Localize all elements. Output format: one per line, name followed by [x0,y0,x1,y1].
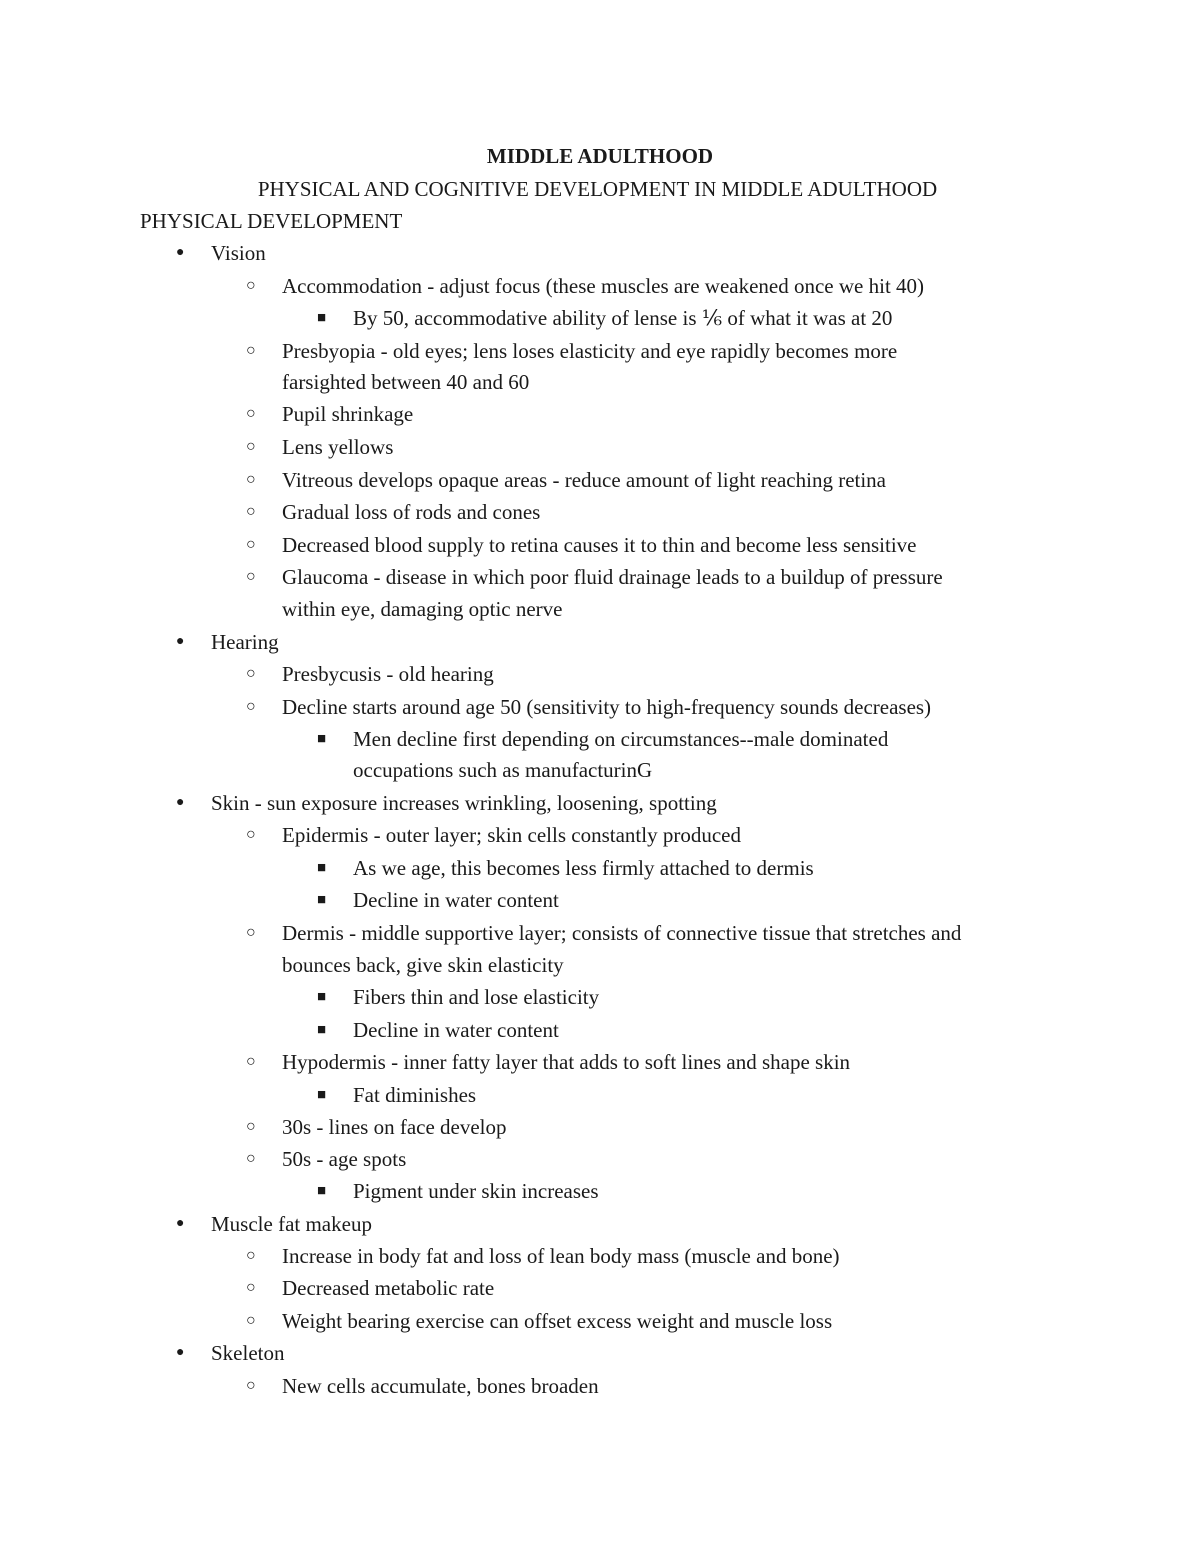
list-item-level2: 50s - age spots [282,1147,407,1171]
list-item-level2: Dermis - middle supportive layer; consists of connective tissue that stretches and [282,921,962,945]
document-subtitle: PHYSICAL AND COGNITIVE DEVELOPMENT IN MIDDLE ADULTHOOD [257,177,938,201]
list-item-level2: Decreased metabolic rate [282,1276,495,1300]
list-item-level2: Accommodation - adjust focus (these muscles are weakened once we hit 40) [282,274,925,298]
list-item-level3: Fat diminishes [353,1083,477,1107]
list-item-level2: Vitreous develops opaque areas - reduce amount of light reaching retina [282,468,887,492]
bullet-level2: ○ [246,665,256,682]
bullet-level2: ○ [246,1312,256,1329]
list-item-level3: Men decline first depending on circumstances--male dominated [353,727,889,751]
bullet-level2: ○ [246,277,256,294]
list-item-continuation: farsighted between 40 and 60 [282,370,530,394]
list-item-level2: Weight bearing exercise can offset excess weight and muscle loss [282,1309,833,1333]
bullet-level2: ○ [246,471,256,488]
bullet-level2: ○ [246,924,256,941]
list-item-level2: 30s - lines on face develop [282,1115,507,1139]
bullet-level2: ○ [246,1377,256,1394]
list-item-level3: By 50, accommodative ability of lense is ⅙ of what it was at 20 [353,306,893,330]
list-item-level2: Glaucoma - disease in which poor fluid drainage leads to a buildup of pressure [282,565,943,589]
list-item-level2: New cells accumulate, bones broaden [282,1374,599,1398]
list-item-level1: Muscle fat makeup [211,1212,372,1236]
bullet-level3: ■ [317,310,327,326]
bullet-level3: ■ [317,731,327,747]
bullet-level2: ○ [246,503,256,520]
list-item-level2: Epidermis - outer layer; skin cells constantly produced [282,823,741,847]
list-item-level3: Pigment under skin increases [353,1179,599,1203]
list-item-level1: Skeleton [211,1341,285,1365]
bullet-level1: ● [176,634,185,649]
list-item-level2: Decreased blood supply to retina causes it to thin and become less sensitive [282,533,917,557]
list-item-level3: Decline in water content [353,1018,559,1042]
list-item-level2: Presbycusis - old hearing [282,662,494,686]
bullet-level2: ○ [246,438,256,455]
bullet-level1: ● [176,245,185,260]
bullet-level2: ○ [246,698,256,715]
bullet-level3: ■ [317,860,327,876]
list-item-level3: Decline in water content [353,888,559,912]
bullet-level2: ○ [246,568,256,585]
bullet-level2: ○ [246,1279,256,1296]
list-item-level1: Vision [211,241,266,265]
list-item-level3: As we age, this becomes less firmly attached to dermis [353,856,814,880]
bullet-level2: ○ [246,1150,256,1167]
bullet-level3: ■ [317,1087,327,1103]
bullet-level1: ● [176,795,185,810]
list-item-continuation: occupations such as manufacturinG [353,758,653,782]
document-title: MIDDLE ADULTHOOD [486,144,714,168]
bullet-level1: ● [176,1345,185,1360]
list-item-continuation: within eye, damaging optic nerve [282,597,563,621]
list-item-level2: Gradual loss of rods and cones [282,500,541,524]
bullet-level2: ○ [246,826,256,843]
bullet-level2: ○ [246,1247,256,1264]
list-item-level2: Presbyopia - old eyes; lens loses elasticity and eye rapidly becomes more [282,339,898,363]
bullet-level3: ■ [317,1022,327,1038]
list-item-level1: Hearing [211,630,279,654]
bullet-level2: ○ [246,1053,256,1070]
list-item-level1: Skin - sun exposure increases wrinkling, loosening, spotting [211,791,717,815]
bullet-level3: ■ [317,892,327,908]
list-item-level2: Hypodermis - inner fatty layer that adds to soft lines and shape skin [282,1050,851,1074]
list-item-level3: Fibers thin and lose elasticity [353,985,600,1009]
list-item-level2: Increase in body fat and loss of lean body mass (muscle and bone) [282,1244,840,1268]
list-item-level2: Pupil shrinkage [282,402,414,426]
section-heading: PHYSICAL DEVELOPMENT [140,209,403,233]
list-item-level2: Decline starts around age 50 (sensitivity to high-frequency sounds decreases) [282,695,932,719]
bullet-level3: ■ [317,1183,327,1199]
bullet-level2: ○ [246,1118,256,1135]
list-item-level2: Lens yellows [282,435,394,459]
bullet-level3: ■ [317,989,327,1005]
list-item-continuation: bounces back, give skin elasticity [282,953,564,977]
bullet-level2: ○ [246,342,256,359]
bullet-level1: ● [176,1216,185,1231]
bullet-level2: ○ [246,405,256,422]
bullet-level2: ○ [246,536,256,553]
